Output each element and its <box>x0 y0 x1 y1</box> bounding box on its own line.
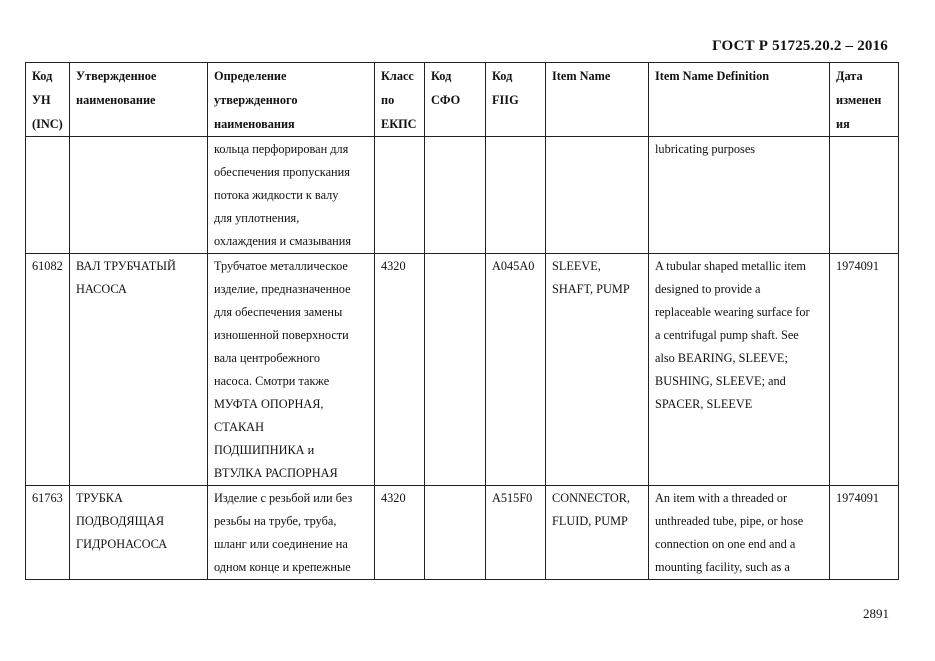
cell-fiig-code <box>486 254 546 486</box>
cell-approved-name-line: ПОДВОДЯЩАЯ <box>76 514 165 528</box>
cell-inc-code <box>26 254 70 486</box>
column-header-inc-code <box>26 63 70 137</box>
cell-approved-name-line: ТРУБКА <box>76 491 123 505</box>
cell-name-definition-line: потока жидкости к валу <box>214 188 339 202</box>
column-header-change-date-line: ия <box>836 117 850 131</box>
column-header-name-definition <box>208 63 375 137</box>
column-header-item-name <box>546 63 649 137</box>
cell-change-date <box>830 137 899 254</box>
cell-name-definition-line: для уплотнения, <box>214 211 300 225</box>
cell-inc-code-line: 61763 <box>32 491 63 505</box>
cell-item-name-definition <box>649 254 830 486</box>
cell-fiig-code <box>486 486 546 580</box>
cell-name-definition-line: изношенной поверхности <box>214 328 349 342</box>
cell-item-name-line: FLUID, PUMP <box>552 514 628 528</box>
header-row <box>26 63 899 137</box>
table-header <box>26 63 899 137</box>
cell-item-name-definition-line: lubricating purposes <box>655 142 756 156</box>
cell-item-name-definition-line: SPACER, SLEEVE <box>655 397 753 411</box>
cell-approved-name <box>70 137 208 254</box>
column-header-change-date-line: Дата <box>836 69 863 83</box>
cell-approved-name <box>70 254 208 486</box>
cell-item-name <box>546 254 649 486</box>
cell-sfo-code <box>425 137 486 254</box>
cell-item-name-line: CONNECTOR, <box>552 491 631 505</box>
cell-item-name-line: SLEEVE, <box>552 259 601 273</box>
cell-item-name-definition <box>649 137 830 254</box>
document-standard-title: ГОСТ Р 51725.20.2 – 2016 <box>712 38 888 54</box>
cell-approved-name-line: НАСОСА <box>76 282 127 296</box>
cell-name-definition-line: СТАКАН <box>214 420 264 434</box>
cell-item-name-line: SHAFT, PUMP <box>552 282 630 296</box>
cell-name-definition-line: охлаждения и смазывания <box>214 234 351 248</box>
cell-item-name-definition-line: An item with a threaded or <box>655 491 788 505</box>
table-body <box>26 137 899 580</box>
cell-sfo-code <box>425 254 486 486</box>
cell-fiig-code-line: A045A0 <box>492 259 535 273</box>
column-header-ekps-class <box>375 63 425 137</box>
cell-name-definition-line: обеспечения пропускания <box>214 165 350 179</box>
column-header-fiig-code <box>486 63 546 137</box>
column-header-sfo-code <box>425 63 486 137</box>
cell-item-name <box>546 137 649 254</box>
column-header-change-date <box>830 63 899 137</box>
column-header-name-definition-line: утвержденного <box>214 93 298 107</box>
cell-name-definition <box>208 254 375 486</box>
cell-name-definition-line: вала центробежного <box>214 351 320 365</box>
table-row <box>26 254 899 486</box>
column-header-ekps-class-line: по <box>381 93 395 107</box>
cell-item-name-definition-line: unthreaded tube, pipe, or hose <box>655 514 804 528</box>
cell-name-definition-line: для обеспечения замены <box>214 305 343 319</box>
cell-item-name-definition-line: mounting facility, such as a <box>655 560 790 574</box>
column-header-change-date-line: изменен <box>836 93 882 107</box>
cell-inc-code <box>26 137 70 254</box>
cell-name-definition-line: изделие, предназначенное <box>214 282 351 296</box>
cell-item-name-definition-line: A tubular shaped metallic item <box>655 259 806 273</box>
cell-ekps-class-line: 4320 <box>381 259 406 273</box>
column-header-approved-name <box>70 63 208 137</box>
cell-name-definition-line: ПОДШИПНИКА и <box>214 443 315 457</box>
cell-fiig-code-line: A515F0 <box>492 491 533 505</box>
cell-ekps-class <box>375 137 425 254</box>
column-header-fiig-code-line: FIIG <box>492 93 519 107</box>
table-row <box>26 137 899 254</box>
cell-name-definition-line: шланг или соединение на <box>214 537 348 551</box>
column-header-name-definition-line: наименования <box>214 117 295 131</box>
cell-name-definition <box>208 486 375 580</box>
cell-name-definition-line: одном конце и крепежные <box>214 560 351 574</box>
column-header-approved-name-line: наименование <box>76 93 156 107</box>
cell-name-definition <box>208 137 375 254</box>
cell-change-date-line: 1974091 <box>836 259 880 273</box>
column-header-item-name-definition-line: Item Name Definition <box>655 69 770 83</box>
cell-approved-name-line: ВАЛ ТРУБЧАТЫЙ <box>76 259 176 273</box>
cell-item-name-definition-line: BUSHING, SLEEVE; and <box>655 374 786 388</box>
column-header-inc-code-line: УН <box>32 93 51 107</box>
column-header-inc-code-line: Код <box>32 69 53 83</box>
cell-ekps-class <box>375 486 425 580</box>
cell-name-definition-line: МУФТА ОПОРНАЯ, <box>214 397 324 411</box>
cell-sfo-code <box>425 486 486 580</box>
cell-name-definition-line: резьбы на трубе, труба, <box>214 514 337 528</box>
cell-ekps-class <box>375 254 425 486</box>
cell-approved-name-line: ГИДРОНАСОСА <box>76 537 168 551</box>
column-header-item-name-line: Item Name <box>552 69 611 83</box>
column-header-name-definition-line: Определение <box>214 69 287 83</box>
column-header-item-name-definition <box>649 63 830 137</box>
cell-change-date <box>830 254 899 486</box>
column-header-inc-code-line: (INC) <box>32 117 63 131</box>
cell-item-name-definition <box>649 486 830 580</box>
cell-name-definition-line: Трубчатое металлическое <box>214 259 348 273</box>
cell-item-name-definition-line: replaceable wearing surface for <box>655 305 810 319</box>
cell-name-definition-line: ВТУЛКА РАСПОРНАЯ <box>214 466 338 480</box>
cell-fiig-code <box>486 137 546 254</box>
cell-item-name <box>546 486 649 580</box>
cell-approved-name <box>70 486 208 580</box>
cell-inc-code-line: 61082 <box>32 259 63 273</box>
cell-item-name-definition-line: connection on one end and a <box>655 537 796 551</box>
classification-table <box>25 62 899 580</box>
cell-change-date-line: 1974091 <box>836 491 880 505</box>
cell-item-name-definition-line: also BEARING, SLEEVE; <box>655 351 788 365</box>
page-number: 2891 <box>863 606 889 621</box>
cell-item-name-definition-line: a centrifugal pump shaft. See <box>655 328 799 342</box>
cell-name-definition-line: насоса. Смотри также <box>214 374 330 388</box>
column-header-sfo-code-line: СФО <box>431 93 461 107</box>
cell-item-name-definition-line: designed to provide a <box>655 282 761 296</box>
column-header-approved-name-line: Утвержденное <box>76 69 157 83</box>
column-header-sfo-code-line: Код <box>431 69 452 83</box>
cell-change-date <box>830 486 899 580</box>
column-header-ekps-class-line: Класс <box>381 69 414 83</box>
table-row <box>26 486 899 580</box>
cell-name-definition-line: кольца перфорирован для <box>214 142 349 156</box>
column-header-ekps-class-line: ЕКПС <box>381 117 417 131</box>
cell-ekps-class-line: 4320 <box>381 491 406 505</box>
cell-inc-code <box>26 486 70 580</box>
column-header-fiig-code-line: Код <box>492 69 513 83</box>
cell-name-definition-line: Изделие с резьбой или без <box>214 491 353 505</box>
